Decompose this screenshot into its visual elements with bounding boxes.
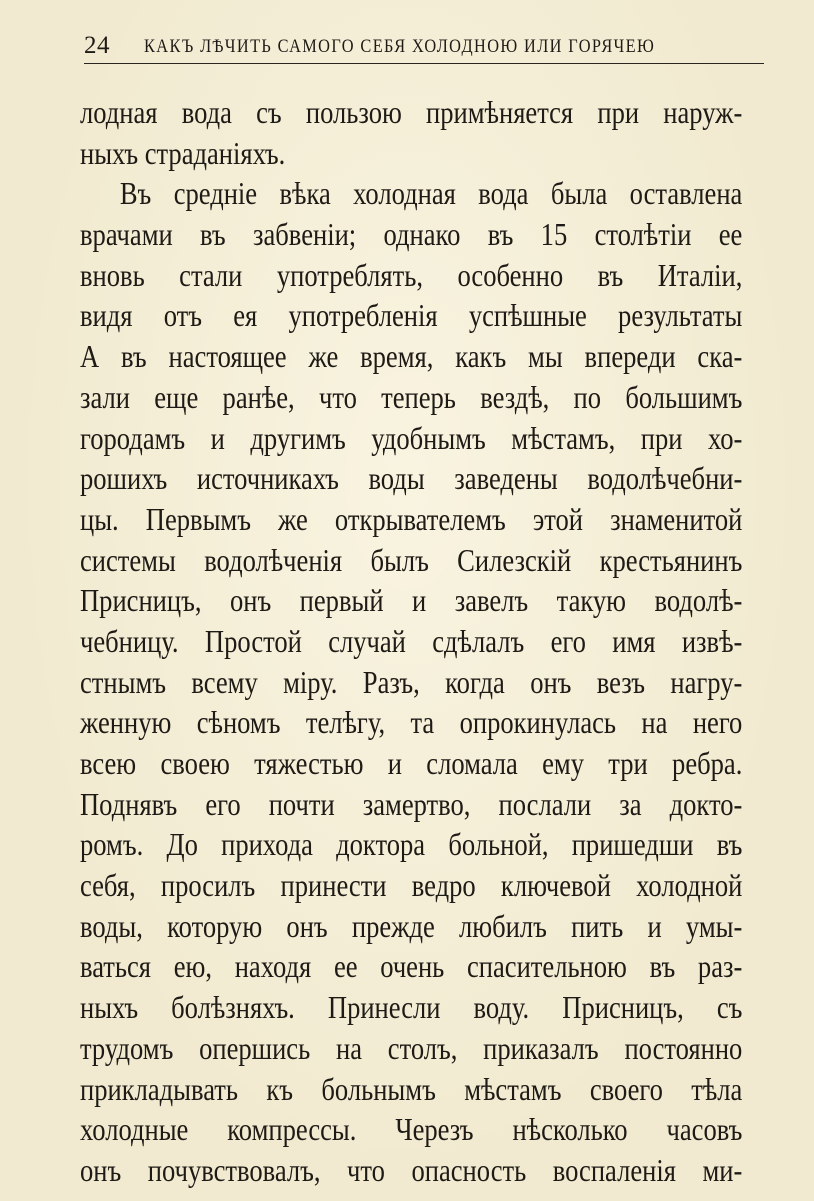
text-line: Поднявъ его почти замертво, послали за докто-	[80, 785, 743, 822]
text-line: А въ настоящее же время, какъ мы впереди ска-	[80, 338, 743, 375]
running-head: КАКЪ ЛѢЧИТЬ САМОГО СЕБЯ ХОЛОДНОЮ ИЛИ ГОРЯЧЕЮ	[144, 36, 656, 57]
page-header	[80, 28, 760, 62]
text-line: городамъ и другимъ удобнымъ мѣстамъ, при хо-	[80, 419, 743, 456]
text-line: зали еще ранѣе, что теперь вездѣ, по большимъ	[80, 378, 743, 415]
text-line: женную сѣномъ телѣгу, та опрокинулась на него	[80, 704, 743, 741]
text-line: Присницъ, онъ первый и завелъ такую водолѣ-	[80, 582, 743, 619]
text-line: ваться ею, находя ее очень спасительною въ раз-	[80, 948, 743, 985]
text-line: всею своею тяжестью и сломала ему три ребра.	[80, 745, 743, 781]
text-line: ромъ. До прихода доктора больной, пришедши въ	[80, 826, 743, 863]
text-line: стнымъ всему міру. Разъ, когда онъ везъ нагру-	[80, 663, 743, 700]
text-line: онъ почувствовалъ, что опасность воспаленія ми-	[80, 1151, 743, 1188]
page-number: 24	[84, 32, 110, 59]
text-line: Въ средніе вѣка холодная вода была оставлена	[119, 175, 743, 212]
text-line: рошихъ источникахъ воды заведены водолѣчебни-	[80, 460, 743, 497]
text-line: врачами въ забвеніи; однако въ 15 столѣтіи ее	[80, 216, 743, 253]
text-line: ныхъ болѣзняхъ. Принесли воду. Присницъ, съ	[80, 989, 743, 1026]
header-rule	[84, 63, 764, 64]
text-line: себя, просилъ принести ведро ключевой холодной	[80, 867, 743, 904]
text-line: лодная вода съ пользою примѣняется при наруж-	[80, 94, 743, 130]
text-line: чебницу. Простой случай сдѣлалъ его имя извѣ-	[80, 622, 743, 659]
text-line: холодные компрессы. Черезъ нѣсколько часовъ	[80, 1111, 743, 1148]
text-line: вновь стали употреблять, особенно въ Италіи,	[80, 256, 743, 293]
text-line: цы. Первымъ же открывателемъ этой знаменитой	[80, 500, 743, 537]
text-line: прикладывать къ больнымъ мѣстамъ своего тѣла	[80, 1070, 743, 1107]
text-line: трудомъ опершись на столъ, приказалъ постоянно	[80, 1029, 743, 1066]
text-line: воды, которую онъ прежде любилъ пить и умы-	[80, 907, 743, 944]
body-text	[80, 92, 743, 1191]
text-line: видя отъ ея употребленія успѣшные результаты	[80, 297, 743, 334]
text-line: ныхъ страданіяхъ.	[80, 134, 286, 171]
text-line: системы водолѣченія былъ Силезскій крестьянинъ	[80, 541, 743, 578]
